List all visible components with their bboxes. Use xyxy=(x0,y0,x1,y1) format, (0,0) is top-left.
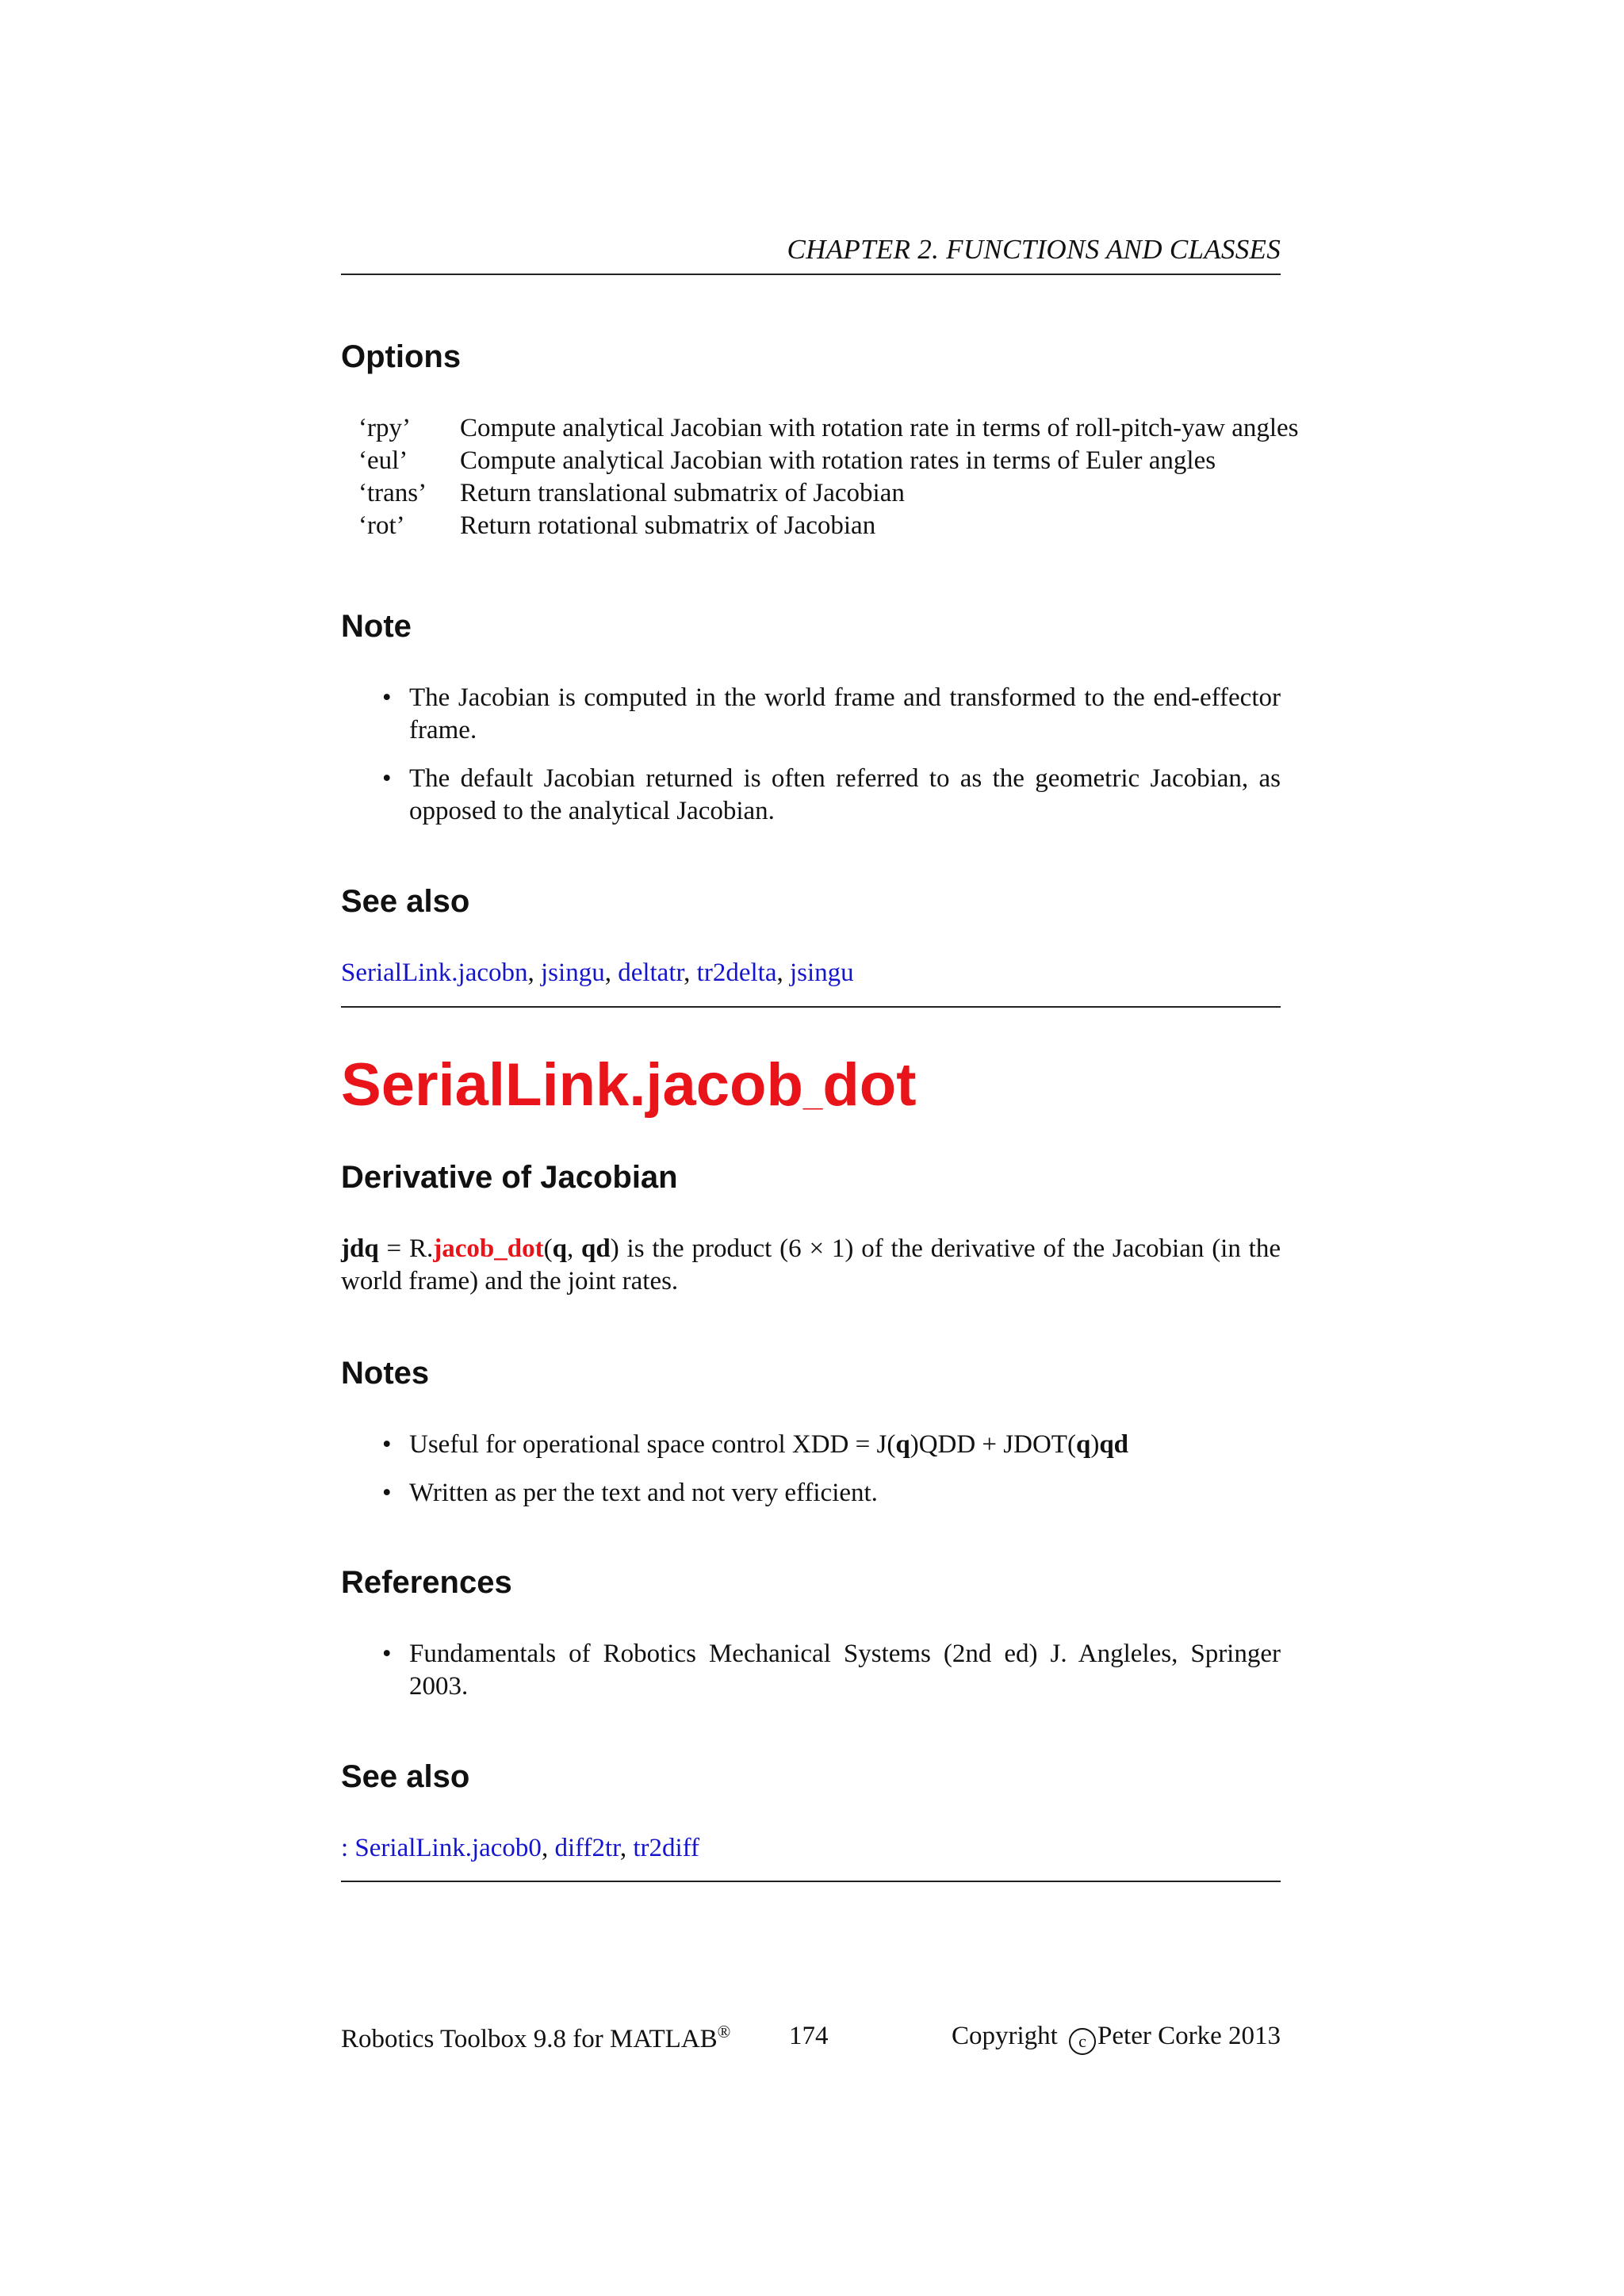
note-heading: Note xyxy=(341,609,412,644)
list-item xyxy=(341,763,1281,828)
bullet-icon: • xyxy=(382,1430,392,1459)
notes-bold: q xyxy=(1075,1430,1091,1459)
copyright-icon: c xyxy=(1069,2028,1096,2055)
notes-heading: Notes xyxy=(341,1356,430,1391)
footer-title: Robotics Toolbox 9.8 for MATLAB xyxy=(341,2025,718,2053)
notes-text: Written as per the text and not very efficient. xyxy=(409,1479,878,1507)
link-diff2tr[interactable]: diff2tr xyxy=(554,1834,620,1862)
see-also-heading: See also xyxy=(341,1759,470,1794)
bullet-icon: • xyxy=(382,764,392,793)
options-table xyxy=(358,412,1299,542)
section-rule xyxy=(341,1006,1281,1008)
registered-mark: ® xyxy=(717,2022,731,2042)
entry-subtitle: Derivative of Jacobian xyxy=(341,1160,678,1195)
option-desc: Compute analytical Jacobian with rotation rate in terms of roll-pitch-yaw angles xyxy=(460,414,1299,442)
footer-left xyxy=(341,2022,730,2054)
link-tr2delta[interactable]: tr2delta xyxy=(696,959,777,987)
see-also-links: SerialLink.jacobn, jsingu, deltatr, tr2delta, jsingu xyxy=(341,959,854,987)
list-item xyxy=(341,1638,1281,1703)
entry-title-underscore: _ xyxy=(802,1074,823,1113)
option-key: ‘eul’ xyxy=(358,446,408,475)
arg-q: q xyxy=(552,1234,567,1263)
link-jsingu[interactable]: jsingu xyxy=(789,959,854,987)
bullet-icon: • xyxy=(382,1479,392,1507)
note-item-text: The default Jacobian returned is often referred to as the geometric Jacobian, as opposed to the analytical Jacobian. xyxy=(409,764,1281,825)
note-list xyxy=(341,682,1281,828)
option-key: ‘rpy’ xyxy=(358,414,411,442)
reference-text: Fundamentals of Robotics Mechanical Systems (2nd ed) J. Angleles, Springer 2003. xyxy=(409,1640,1281,1701)
notes-bold: qd xyxy=(1099,1430,1129,1459)
option-key: ‘trans’ xyxy=(358,479,427,507)
bullet-icon: • xyxy=(382,683,392,712)
arg-qd: qd xyxy=(581,1234,611,1263)
options-heading: Options xyxy=(341,339,462,374)
notes-text: Useful for operational space control XDD = J( xyxy=(409,1430,896,1459)
header-rule xyxy=(341,274,1281,275)
entry-title-main: SerialLink.jacob xyxy=(341,1051,803,1119)
link-jsingu[interactable]: jsingu xyxy=(541,959,605,987)
notes-text: )QDD + JDOT( xyxy=(910,1430,1076,1459)
list-item xyxy=(341,682,1281,747)
entry-description xyxy=(341,1233,1281,1298)
list-item xyxy=(341,1477,1281,1510)
link-tr2diff[interactable]: tr2diff xyxy=(633,1834,700,1862)
entry-title-suffix: dot xyxy=(822,1051,917,1119)
notes-bold: q xyxy=(895,1430,910,1459)
note-item-text: The Jacobian is computed in the world frame and transformed to the end-effector frame. xyxy=(409,683,1281,744)
option-desc: Compute analytical Jacobian with rotation rates in terms of Euler angles xyxy=(460,446,1216,475)
option-desc: Return rotational submatrix of Jacobian xyxy=(460,511,876,540)
option-row xyxy=(358,445,1299,477)
see-also-heading: See also xyxy=(341,884,470,919)
bullet-icon: • xyxy=(382,1640,392,1668)
see-also-prefix: : xyxy=(341,1834,355,1862)
desc-text: , xyxy=(566,1234,582,1263)
notes-list xyxy=(341,1429,1281,1510)
running-head: CHAPTER 2. FUNCTIONS AND CLASSES xyxy=(787,234,1281,265)
notes-text: ) xyxy=(1090,1430,1100,1459)
function-name: jacob_dot xyxy=(433,1234,544,1263)
see-also-links: : SerialLink.jacob0, diff2tr, tr2diff xyxy=(341,1834,700,1862)
option-row xyxy=(358,477,1299,510)
copyright-text: Copyright xyxy=(951,2022,1065,2050)
link-serial-link-jacobn[interactable]: SerialLink.jacobn xyxy=(341,959,528,987)
footer-copyright xyxy=(952,2022,1281,2055)
entry-title xyxy=(341,1050,917,1119)
option-row xyxy=(358,510,1299,542)
option-key: ‘rot’ xyxy=(358,511,405,540)
page-number: 174 xyxy=(789,2022,829,2050)
option-row xyxy=(358,412,1299,445)
section-rule xyxy=(341,1881,1281,1882)
desc-text: ) is the product (6 × 1) of the derivative of the Jacobian (in the world frame) and the joint rates. xyxy=(341,1234,1281,1295)
list-item xyxy=(341,1429,1281,1461)
link-deltatr[interactable]: deltatr xyxy=(618,959,684,987)
option-desc: Return translational submatrix of Jacobian xyxy=(460,479,905,507)
desc-text: ( xyxy=(543,1234,553,1263)
link-serial-link-jacob0[interactable]: SerialLink.jacob0 xyxy=(354,1834,542,1862)
references-list xyxy=(341,1638,1281,1703)
copyright-holder: Peter Corke 2013 xyxy=(1097,2022,1281,2050)
references-heading: References xyxy=(341,1565,512,1600)
desc-text: = R. xyxy=(378,1234,434,1263)
return-var: jdq xyxy=(341,1234,379,1263)
